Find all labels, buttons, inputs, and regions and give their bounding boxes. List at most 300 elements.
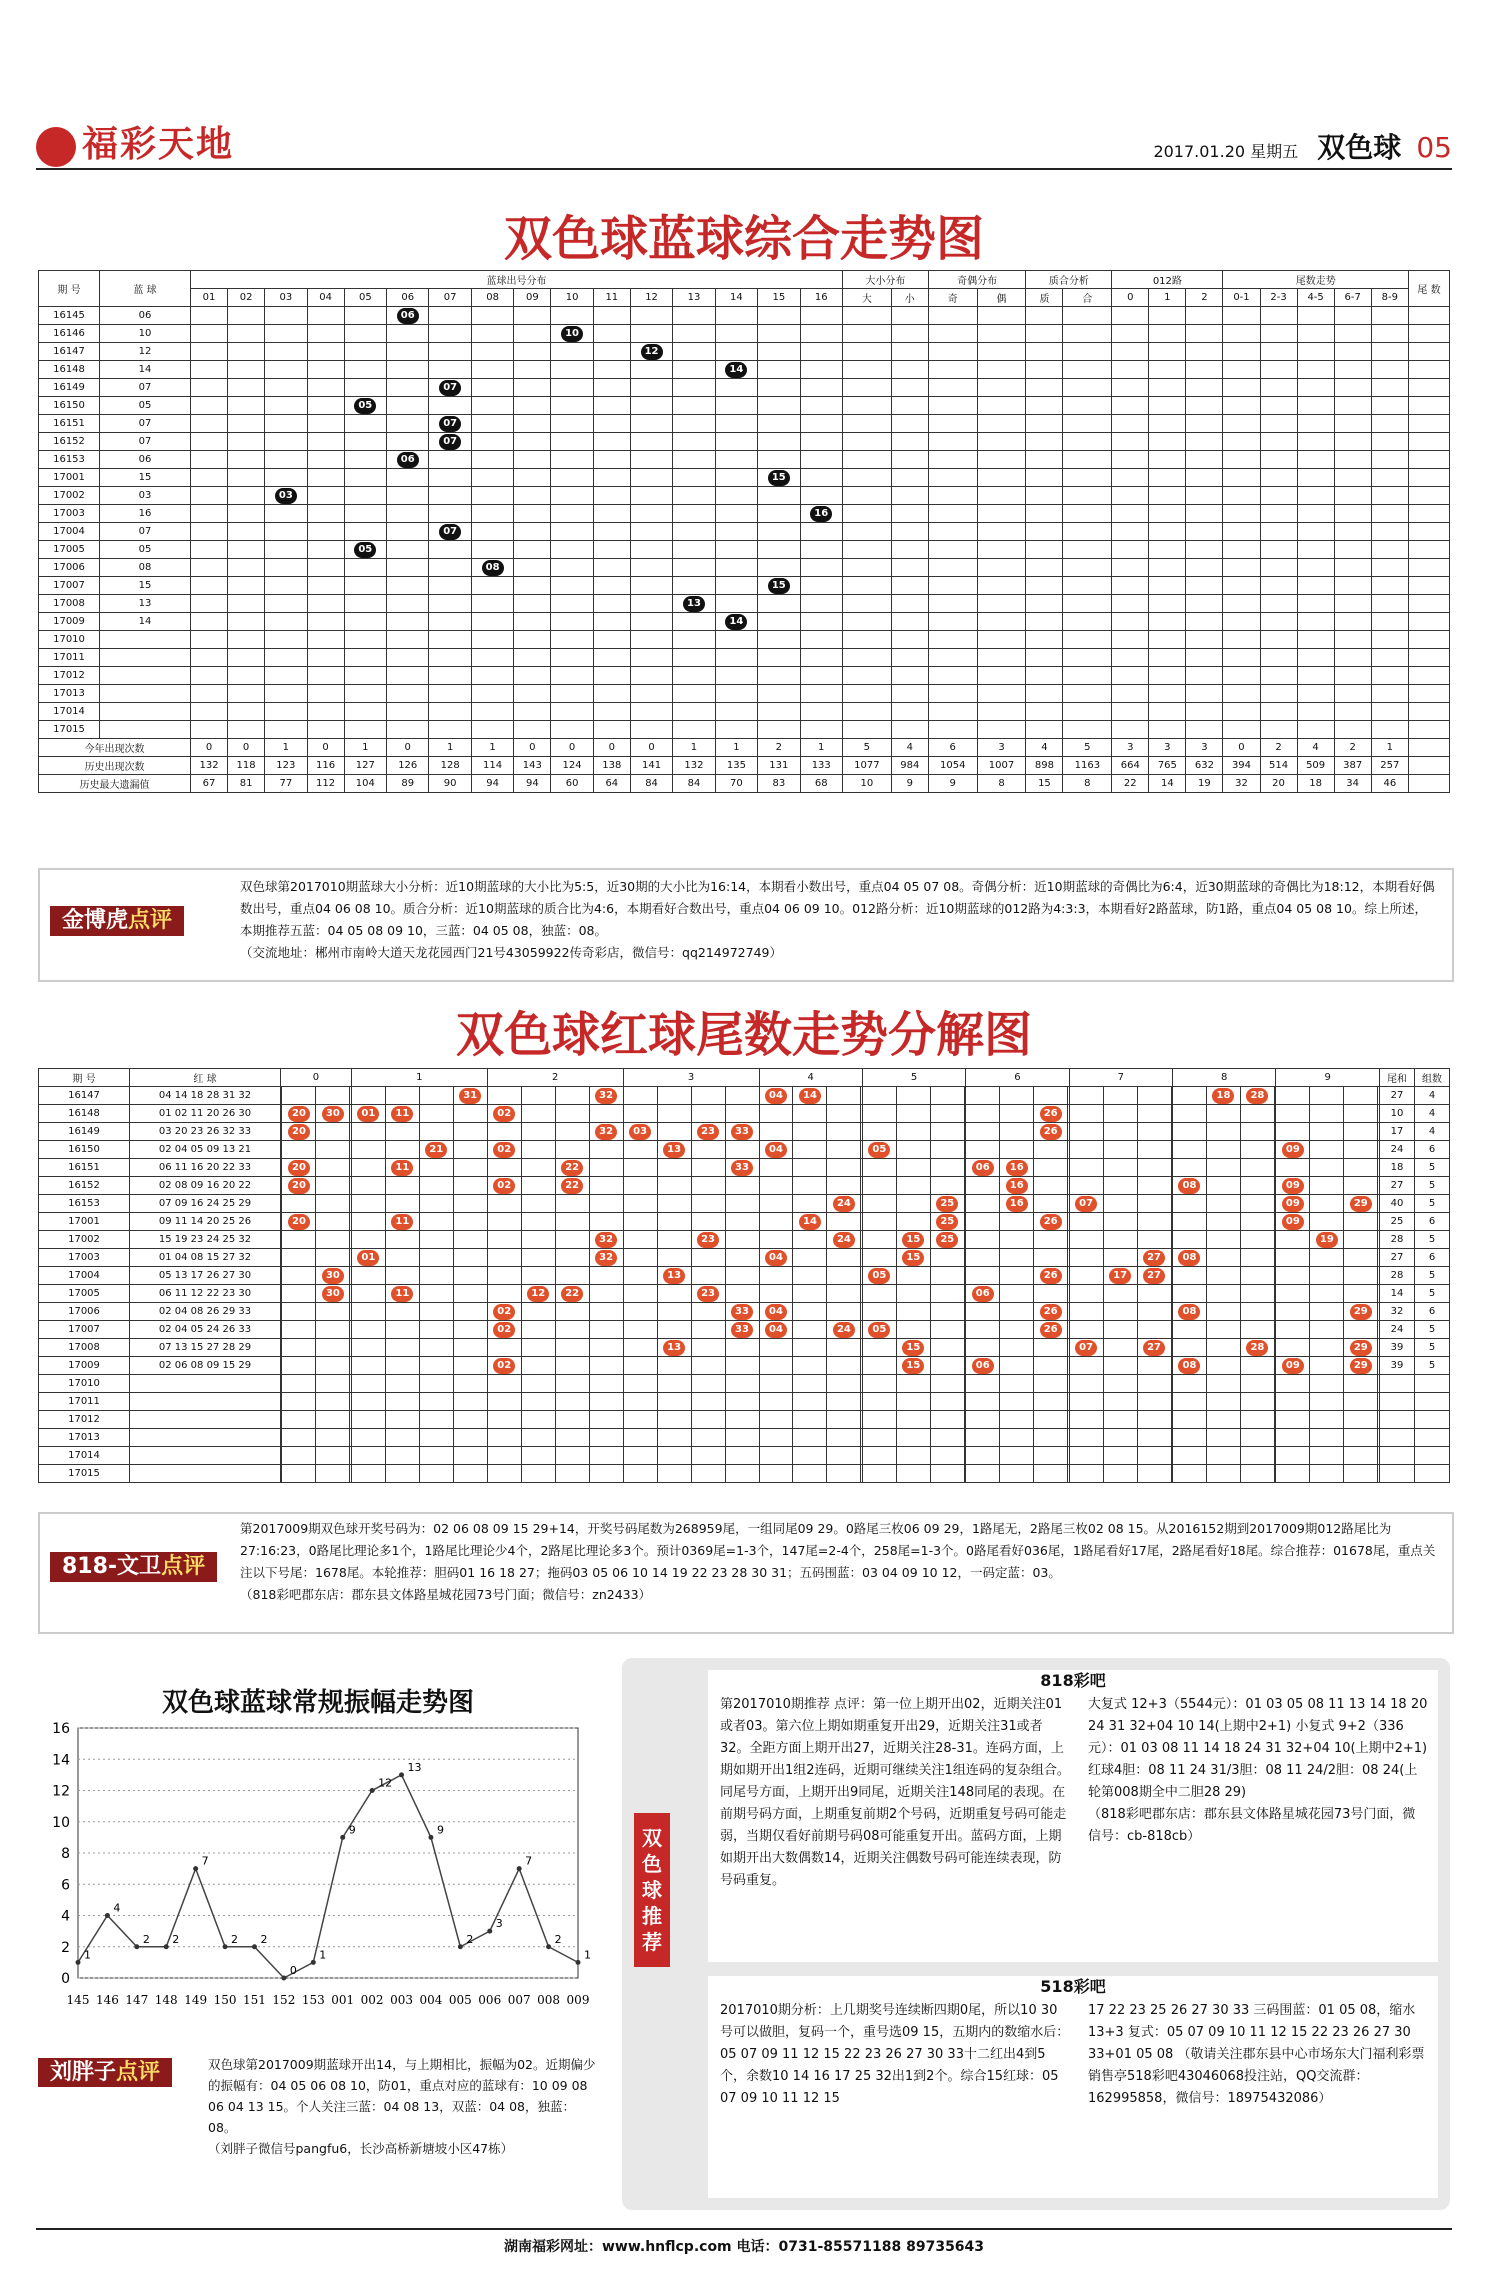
empty-cell xyxy=(1000,1357,1034,1375)
stats-value: 2 xyxy=(1260,739,1297,757)
miss-cell xyxy=(514,685,551,703)
stat-cell xyxy=(1334,595,1371,613)
data-label: 7 xyxy=(201,1854,209,1868)
stat-cell xyxy=(1260,649,1297,667)
y-tick-label: 16 xyxy=(52,1721,70,1737)
stats-value: 1 xyxy=(344,739,386,757)
empty-cell xyxy=(1344,1159,1378,1177)
empty-cell xyxy=(1276,1159,1310,1177)
empty-cell xyxy=(351,1159,385,1177)
empty-cell xyxy=(419,1357,453,1375)
empty-cell xyxy=(316,1447,350,1465)
col-blue: 蓝 球 xyxy=(100,271,191,307)
data-point xyxy=(281,1976,286,1981)
empty-cell xyxy=(1069,1213,1103,1231)
empty-cell xyxy=(1344,1087,1378,1105)
stat-cell xyxy=(1297,559,1334,577)
miss-cell xyxy=(387,595,429,613)
period: 17005 xyxy=(39,541,100,559)
hit-cell xyxy=(1276,1141,1310,1159)
empty-cell xyxy=(589,1339,623,1357)
tail-digit-header: 3 xyxy=(623,1069,759,1087)
stats-value: 4 xyxy=(1026,739,1063,757)
stat-cell xyxy=(1149,343,1186,361)
empty-cell xyxy=(759,1159,793,1177)
table-row xyxy=(39,1321,1450,1339)
empty-cell xyxy=(453,1159,487,1177)
table-row xyxy=(39,451,1450,469)
miss-cell xyxy=(551,559,593,577)
table-row xyxy=(39,1105,1450,1123)
red-numbers: 02 04 05 24 26 33 xyxy=(130,1321,281,1339)
miss-cell xyxy=(514,559,551,577)
ball-cell xyxy=(429,523,471,541)
empty-cell xyxy=(691,1159,725,1177)
empty-cell xyxy=(930,1303,964,1321)
hit-cell xyxy=(1276,1195,1310,1213)
empty-cell xyxy=(691,1357,725,1375)
stat-cell xyxy=(977,577,1026,595)
stat-cell xyxy=(1371,415,1408,433)
blue-value: 10 xyxy=(100,325,191,343)
stats-label: 历史最大遗漏值 xyxy=(39,775,191,793)
empty-cell xyxy=(1310,1465,1344,1483)
blue-ball: 07 xyxy=(439,416,461,432)
empty-cell xyxy=(966,1447,1000,1465)
period: 16152 xyxy=(39,1177,130,1195)
empty-cell xyxy=(930,1465,964,1483)
empty-cell xyxy=(589,1357,623,1375)
miss-cell xyxy=(471,343,513,361)
group-count: 5 xyxy=(1415,1177,1450,1195)
hit-cell xyxy=(691,1123,725,1141)
empty-cell xyxy=(555,1249,589,1267)
empty-cell xyxy=(351,1087,385,1105)
empty-cell xyxy=(930,1447,964,1465)
empty-cell xyxy=(1206,1465,1240,1483)
miss-cell xyxy=(265,397,307,415)
section-name: 双色球 xyxy=(1317,131,1402,164)
table-row xyxy=(39,1447,1450,1465)
miss-cell xyxy=(630,505,672,523)
empty-cell xyxy=(1344,1285,1378,1303)
hit-cell xyxy=(487,1105,521,1123)
stats-value: 123 xyxy=(265,757,307,775)
empty-cell xyxy=(487,1285,521,1303)
tail-sum: 25 xyxy=(1380,1213,1415,1231)
empty-cell xyxy=(1137,1447,1171,1465)
miss-cell xyxy=(344,577,386,595)
empty-cell xyxy=(793,1465,827,1483)
empty-cell xyxy=(1310,1087,1344,1105)
stat-cell xyxy=(1371,667,1408,685)
stat-cell xyxy=(1149,667,1186,685)
stats-value: 131 xyxy=(758,757,800,775)
red-ball: 31 xyxy=(459,1088,481,1104)
hit-cell xyxy=(1206,1087,1240,1105)
group-count: 5 xyxy=(1415,1267,1450,1285)
y-tick-label: 14 xyxy=(52,1752,70,1769)
stat-cell xyxy=(891,379,928,397)
miss-cell xyxy=(630,361,672,379)
miss-cell xyxy=(471,577,513,595)
hit-cell xyxy=(930,1213,964,1231)
stat-cell xyxy=(1149,415,1186,433)
empty-cell xyxy=(453,1375,487,1393)
empty-cell xyxy=(896,1087,930,1105)
stat-cell xyxy=(1186,613,1223,631)
empty-cell xyxy=(896,1429,930,1447)
stat-cell xyxy=(928,559,977,577)
red-numbers xyxy=(130,1429,281,1447)
stats-value: 19 xyxy=(1186,775,1223,793)
empty-cell xyxy=(351,1447,385,1465)
empty-cell xyxy=(793,1267,827,1285)
empty-cell xyxy=(589,1213,623,1231)
empty-cell xyxy=(453,1231,487,1249)
empty-cell xyxy=(759,1105,793,1123)
stat-cell xyxy=(1260,307,1297,325)
stat-cell xyxy=(1063,577,1112,595)
red-ball: 13 xyxy=(663,1340,685,1356)
num-header: 11 xyxy=(593,289,630,307)
empty-cell xyxy=(1000,1141,1034,1159)
empty-cell xyxy=(896,1393,930,1411)
num-header: 05 xyxy=(344,289,386,307)
hit-cell xyxy=(419,1141,453,1159)
miss-cell xyxy=(673,703,715,721)
miss-cell xyxy=(758,631,800,649)
empty-cell xyxy=(896,1177,930,1195)
miss-cell xyxy=(228,469,265,487)
hit-cell xyxy=(316,1285,350,1303)
empty-cell xyxy=(1344,1447,1378,1465)
period: 17002 xyxy=(39,1231,130,1249)
miss-cell xyxy=(471,361,513,379)
period: 17001 xyxy=(39,1213,130,1231)
empty-cell xyxy=(1069,1375,1103,1393)
empty-cell xyxy=(827,1087,861,1105)
stats-value: 10 xyxy=(842,775,891,793)
empty-cell xyxy=(1310,1141,1344,1159)
stat-cell xyxy=(1260,685,1297,703)
miss-cell xyxy=(673,541,715,559)
comment-body: 双色球第2017010期蓝球大小分析：近10期蓝球的大小比为5:5，近30期的大小比为16:14，本期看小数出号，重点04 05 07 08。奇偶分析：近10期蓝球的奇偶比为6:4，近30期蓝球的奇偶比为18:12，本期看好偶数出号，重点04 06 08 10。质合分析：近10期蓝球的质合比为4:6，本期看好合数出号，重点04 06 09 10。012路分析：近10期蓝球的012路为4:3:3，本期看好2路蓝球，防1路，重点04 05 08 10。综上所述，本期推荐五蓝：04 05 08 09 10，三蓝：04 05 08，独蓝：08。 （交流地址：郴州市南岭大道天龙花园西门21号43059922传奇彩店，微信号：qq214972749） xyxy=(240,879,1435,960)
blue-ball: 06 xyxy=(397,308,419,324)
tail-cell xyxy=(1409,667,1450,685)
stat-cell xyxy=(1334,523,1371,541)
miss-cell xyxy=(228,631,265,649)
empty-cell xyxy=(1034,1375,1068,1393)
miss-cell xyxy=(429,649,471,667)
miss-cell xyxy=(758,703,800,721)
miss-cell xyxy=(265,541,307,559)
red-ball: 05 xyxy=(868,1268,890,1284)
empty-cell xyxy=(827,1105,861,1123)
empty-cell xyxy=(827,1429,861,1447)
miss-cell xyxy=(593,523,630,541)
miss-cell xyxy=(630,415,672,433)
empty-cell xyxy=(1137,1213,1171,1231)
empty-cell xyxy=(453,1393,487,1411)
period: 17007 xyxy=(39,1321,130,1339)
miss-cell xyxy=(593,433,630,451)
blue-value: 06 xyxy=(100,451,191,469)
red-numbers xyxy=(130,1411,281,1429)
empty-cell xyxy=(589,1177,623,1195)
miss-cell xyxy=(429,343,471,361)
empty-cell xyxy=(966,1465,1000,1483)
table-row xyxy=(39,1141,1450,1159)
miss-cell xyxy=(673,613,715,631)
empty-cell xyxy=(1034,1087,1068,1105)
red-numbers xyxy=(130,1375,281,1393)
miss-cell xyxy=(228,415,265,433)
empty-cell xyxy=(521,1159,555,1177)
stat-cell xyxy=(1371,343,1408,361)
stat-cell xyxy=(1371,631,1408,649)
stats-value: 116 xyxy=(307,757,344,775)
stat-cell xyxy=(1149,505,1186,523)
stat-cell xyxy=(977,541,1026,559)
empty-cell xyxy=(521,1123,555,1141)
miss-cell xyxy=(800,667,842,685)
data-label: 2 xyxy=(172,1932,180,1946)
stat-cell xyxy=(1297,433,1334,451)
red-ball: 22 xyxy=(561,1286,583,1302)
empty-cell xyxy=(966,1267,1000,1285)
stat-cell xyxy=(1260,343,1297,361)
comment-author-tag: 刘胖子点评 xyxy=(38,2058,172,2087)
empty-cell xyxy=(1240,1447,1274,1465)
group-count: 5 xyxy=(1415,1159,1450,1177)
stat-cell xyxy=(1371,487,1408,505)
empty-cell xyxy=(589,1267,623,1285)
stat-cell xyxy=(1026,451,1063,469)
group-count xyxy=(1415,1375,1450,1393)
stats-value: 8 xyxy=(977,775,1026,793)
shop-518-picks: 17 22 23 25 26 27 30 33 三码围蓝：01 05 08，缩水13+3 复式：05 07 09 10 11 12 15 22 23 26 27 30 33+01 05 08 （敬请关注郡东县中心市场东大门福利彩票销售亭518彩吧43046068投注站，QQ交流群：162995858，微信号：18975432086） xyxy=(1088,2003,1425,2106)
hit-cell xyxy=(896,1231,930,1249)
empty-cell xyxy=(759,1285,793,1303)
stat-cell xyxy=(1149,307,1186,325)
empty-cell xyxy=(1310,1411,1344,1429)
miss-cell xyxy=(715,559,757,577)
miss-cell xyxy=(758,451,800,469)
empty-cell xyxy=(453,1249,487,1267)
miss-cell xyxy=(551,487,593,505)
miss-cell xyxy=(514,361,551,379)
period: 16147 xyxy=(39,1087,130,1105)
blue-value: 07 xyxy=(100,415,191,433)
miss-cell xyxy=(307,397,344,415)
miss-cell xyxy=(265,505,307,523)
miss-cell xyxy=(630,397,672,415)
table-row xyxy=(39,1249,1450,1267)
period: 16153 xyxy=(39,1195,130,1213)
stat-cell xyxy=(1112,721,1149,739)
empty-cell xyxy=(1000,1339,1034,1357)
stat-cell xyxy=(977,487,1026,505)
comment-body: 双色球第2017009期蓝球开出14，与上期相比，振幅为02。近期偏少的振幅有：04 05 06 08 10，防01，重点对应的蓝球有：10 09 08 06 04 13 15。个人关注三蓝：04 08 13，双蓝：04 08，独蓝：08。 （刘胖子微信号pangfu6，长沙高桥新塘坡小区47栋） xyxy=(208,2057,596,2156)
stat-cell xyxy=(1223,577,1260,595)
miss-cell xyxy=(593,595,630,613)
empty-cell xyxy=(487,1123,521,1141)
stats-blank xyxy=(1409,757,1450,775)
stat-cell xyxy=(891,307,928,325)
table-row xyxy=(39,1303,1450,1321)
miss-cell xyxy=(551,685,593,703)
stat-cell xyxy=(977,703,1026,721)
empty-cell xyxy=(966,1087,1000,1105)
ball-cell xyxy=(800,505,842,523)
miss-cell xyxy=(429,721,471,739)
col-tail: 尾 数 xyxy=(1409,271,1450,307)
miss-cell xyxy=(673,415,715,433)
sub-header: 0 xyxy=(1112,289,1149,307)
empty-cell xyxy=(1276,1393,1310,1411)
hit-cell xyxy=(282,1177,316,1195)
empty-cell xyxy=(759,1375,793,1393)
miss-cell xyxy=(673,469,715,487)
empty-cell xyxy=(1310,1285,1344,1303)
data-point xyxy=(223,1944,228,1949)
stat-cell xyxy=(1371,307,1408,325)
miss-cell xyxy=(387,397,429,415)
empty-cell xyxy=(419,1393,453,1411)
stat-cell xyxy=(1223,487,1260,505)
red-ball: 26 xyxy=(1040,1106,1062,1122)
empty-cell xyxy=(862,1177,896,1195)
x-tick-label: 008 xyxy=(537,1993,561,2007)
empty-cell xyxy=(1173,1267,1207,1285)
hit-cell xyxy=(1240,1339,1274,1357)
empty-cell xyxy=(282,1447,316,1465)
empty-cell xyxy=(385,1375,419,1393)
hit-cell xyxy=(487,1177,521,1195)
empty-cell xyxy=(316,1141,350,1159)
hit-cell xyxy=(487,1303,521,1321)
empty-cell xyxy=(555,1393,589,1411)
stat-cell xyxy=(928,649,977,667)
empty-cell xyxy=(657,1285,691,1303)
stat-cell xyxy=(1371,433,1408,451)
miss-cell xyxy=(800,703,842,721)
stat-cell xyxy=(1149,469,1186,487)
stat-cell xyxy=(1223,343,1260,361)
empty-cell xyxy=(419,1285,453,1303)
miss-cell xyxy=(387,613,429,631)
hit-cell xyxy=(966,1159,1000,1177)
stat-cell xyxy=(928,343,977,361)
tail-cell xyxy=(1409,559,1450,577)
miss-cell xyxy=(387,703,429,721)
stat-cell xyxy=(928,685,977,703)
empty-cell xyxy=(725,1087,759,1105)
stat-cell xyxy=(1149,595,1186,613)
miss-cell xyxy=(471,649,513,667)
miss-cell xyxy=(630,667,672,685)
stat-cell xyxy=(1334,451,1371,469)
miss-cell xyxy=(307,649,344,667)
empty-cell xyxy=(1206,1357,1240,1375)
empty-cell xyxy=(1069,1267,1103,1285)
stats-value: 0 xyxy=(1223,739,1260,757)
red-ball: 33 xyxy=(731,1124,753,1140)
miss-cell xyxy=(265,577,307,595)
miss-cell xyxy=(387,667,429,685)
hit-cell xyxy=(827,1321,861,1339)
hit-cell xyxy=(759,1303,793,1321)
empty-cell xyxy=(1103,1429,1137,1447)
sub-header: 大 xyxy=(842,289,891,307)
blue-value: 06 xyxy=(100,307,191,325)
miss-cell xyxy=(344,415,386,433)
stat-cell xyxy=(1186,469,1223,487)
miss-cell xyxy=(800,559,842,577)
empty-cell xyxy=(282,1465,316,1483)
stat-cell xyxy=(1260,595,1297,613)
red-ball: 32 xyxy=(595,1250,617,1266)
tail-sum: 28 xyxy=(1380,1231,1415,1249)
empty-cell xyxy=(521,1105,555,1123)
red-numbers: 02 08 09 16 20 22 xyxy=(130,1177,281,1195)
stats-value: 0 xyxy=(551,739,593,757)
empty-cell xyxy=(691,1105,725,1123)
empty-cell xyxy=(385,1303,419,1321)
stat-cell xyxy=(1371,505,1408,523)
red-ball: 07 xyxy=(1075,1196,1097,1212)
empty-cell xyxy=(691,1447,725,1465)
stat-cell xyxy=(1297,469,1334,487)
stat-cell xyxy=(1186,397,1223,415)
red-numbers xyxy=(130,1393,281,1411)
table-row xyxy=(39,685,1450,703)
hit-cell xyxy=(282,1213,316,1231)
stat-cell xyxy=(1334,469,1371,487)
empty-cell xyxy=(316,1087,350,1105)
red-numbers xyxy=(130,1447,281,1465)
hit-cell xyxy=(691,1231,725,1249)
stat-cell xyxy=(1297,613,1334,631)
group-count: 5 xyxy=(1415,1357,1450,1375)
red-ball: 25 xyxy=(936,1196,958,1212)
data-label: 2 xyxy=(142,1932,150,1946)
empty-cell xyxy=(419,1321,453,1339)
miss-cell xyxy=(514,307,551,325)
empty-cell xyxy=(316,1411,350,1429)
empty-cell xyxy=(555,1339,589,1357)
miss-cell xyxy=(758,613,800,631)
miss-cell xyxy=(593,667,630,685)
red-ball: 30 xyxy=(322,1106,344,1122)
empty-cell xyxy=(793,1231,827,1249)
red-ball: 20 xyxy=(288,1106,310,1122)
empty-cell xyxy=(1069,1429,1103,1447)
period: 17010 xyxy=(39,631,100,649)
miss-cell xyxy=(471,451,513,469)
data-label: 0 xyxy=(289,1964,297,1977)
blue-ball: 08 xyxy=(482,560,504,576)
num-header: 08 xyxy=(471,289,513,307)
miss-cell xyxy=(265,595,307,613)
stat-cell xyxy=(928,397,977,415)
empty-cell xyxy=(555,1411,589,1429)
red-ball: 29 xyxy=(1350,1358,1372,1374)
empty-cell xyxy=(453,1267,487,1285)
empty-cell xyxy=(862,1393,896,1411)
miss-cell xyxy=(191,649,228,667)
